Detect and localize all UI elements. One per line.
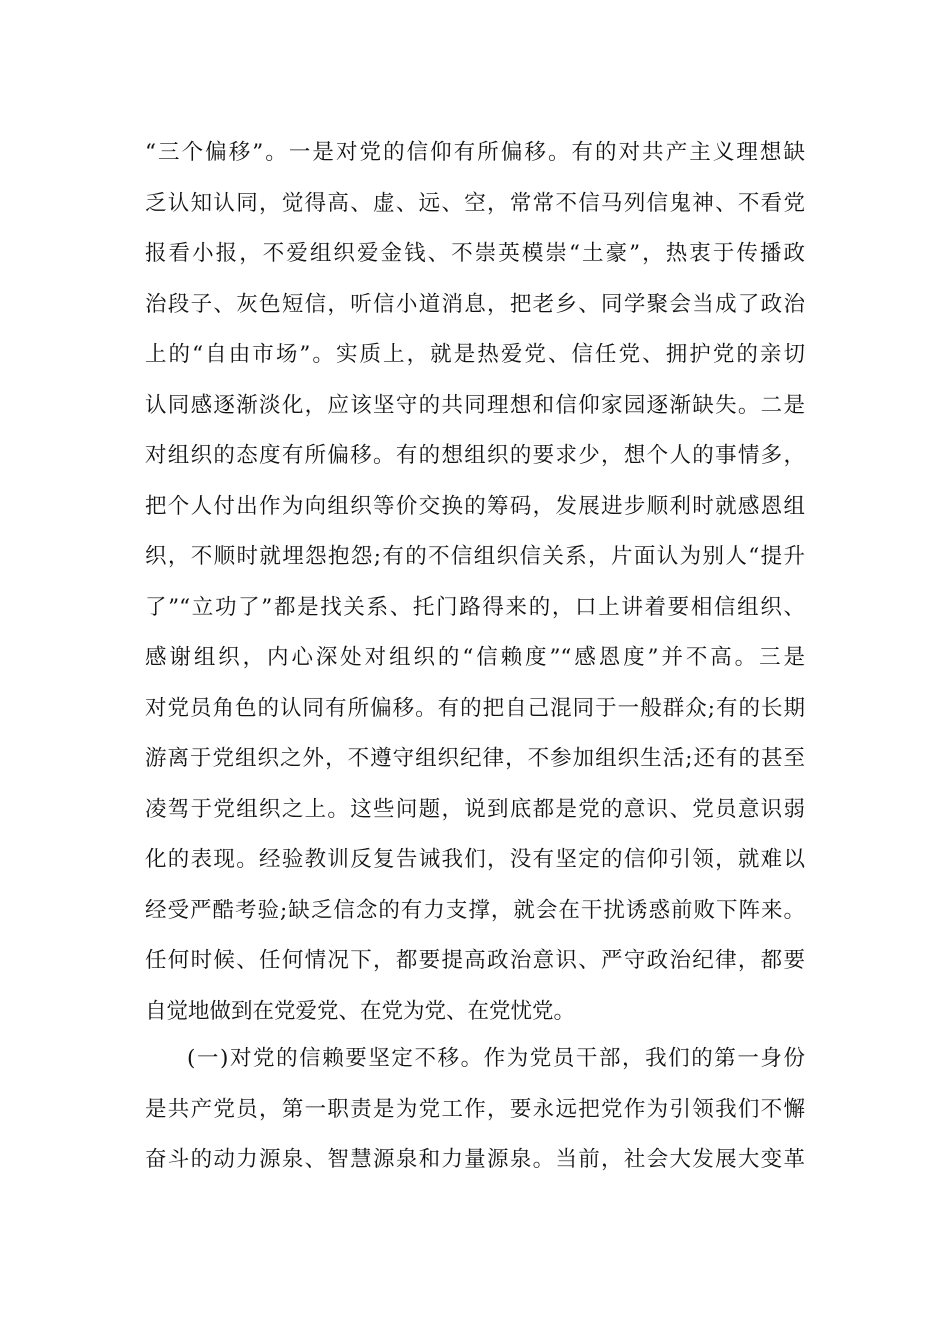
text-line-last: 自觉地做到在党爱党、在党为党、在党忧党。 — [145, 998, 576, 1024]
text-line: 任何时候、任何情况下，都要提高政治意识、严守政治纪律，都要 — [145, 948, 805, 973]
paragraph-three-deviations — [145, 128, 805, 1037]
text-line: 感谢组织，内心深处对组织的“信赖度”“感恩度”并不高。三是 — [145, 645, 805, 670]
text-line: 认同感逐渐淡化，应该坚守的共同理想和信仰家园逐渐缺失。二是 — [145, 392, 805, 418]
text-line: 乏认知认同，觉得高、虚、远、空，常常不信马列信鬼神、不看党 — [145, 190, 805, 216]
text-line: 治段子、灰色短信，听信小道消息，把老乡、同学聚会当成了政治 — [145, 291, 805, 317]
text-line: 了”“立功了”都是找关系、托门路得来的，口上讲着要相信组织、 — [145, 594, 805, 620]
text-line: 对党员角色的认同有所偏移。有的把自己混同于一般群众;有的长期 — [145, 695, 805, 721]
text-line: 经受严酷考验;缺乏信念的有力支撑，就会在干扰诱惑前败下阵来。 — [145, 897, 805, 923]
text-line: 是共产党员，第一职责是为党工作，要永远把党作为引领我们不懈 — [145, 1096, 805, 1122]
text-line: 把个人付出作为向组织等价交换的筹码，发展进步顺利时就感恩组 — [145, 493, 805, 519]
text-line: 凌驾于党组织之上。这些问题，说到底都是党的意识、党员意识弱 — [145, 796, 805, 822]
text-line: 化的表现。经验教训反复告诫我们，没有坚定的信仰引领，就难以 — [145, 847, 805, 872]
text-line: 游离于党组织之外，不遵守组织纪律，不参加组织生活;还有的甚至 — [145, 746, 805, 771]
text-line: 织，不顺时就埋怨抱怨;有的不信组织信关系，片面认为别人“提升 — [145, 544, 805, 569]
text-line: 奋斗的动力源泉、智慧源泉和力量源泉。当前，社会大发展大变革 — [145, 1147, 805, 1172]
text-line: “三个偏移”。一是对党的信仰有所偏移。有的对共产主义理想缺 — [145, 140, 805, 165]
paragraph-trust-in-party — [145, 1034, 805, 1186]
text-line-first: (一)对党的信赖要坚定不移。作为党员干部，我们的第一身份 — [187, 1046, 805, 1071]
text-line: 报看小报，不爱组织爱金钱、不崇英模崇“土豪”，热衷于传播政 — [145, 241, 805, 266]
text-line: 对组织的态度有所偏移。有的想组织的要求少，想个人的事情多， — [145, 443, 805, 468]
text-line: 上的“自由市场”。实质上，就是热爱党、信任党、拥护党的亲切 — [145, 342, 805, 367]
